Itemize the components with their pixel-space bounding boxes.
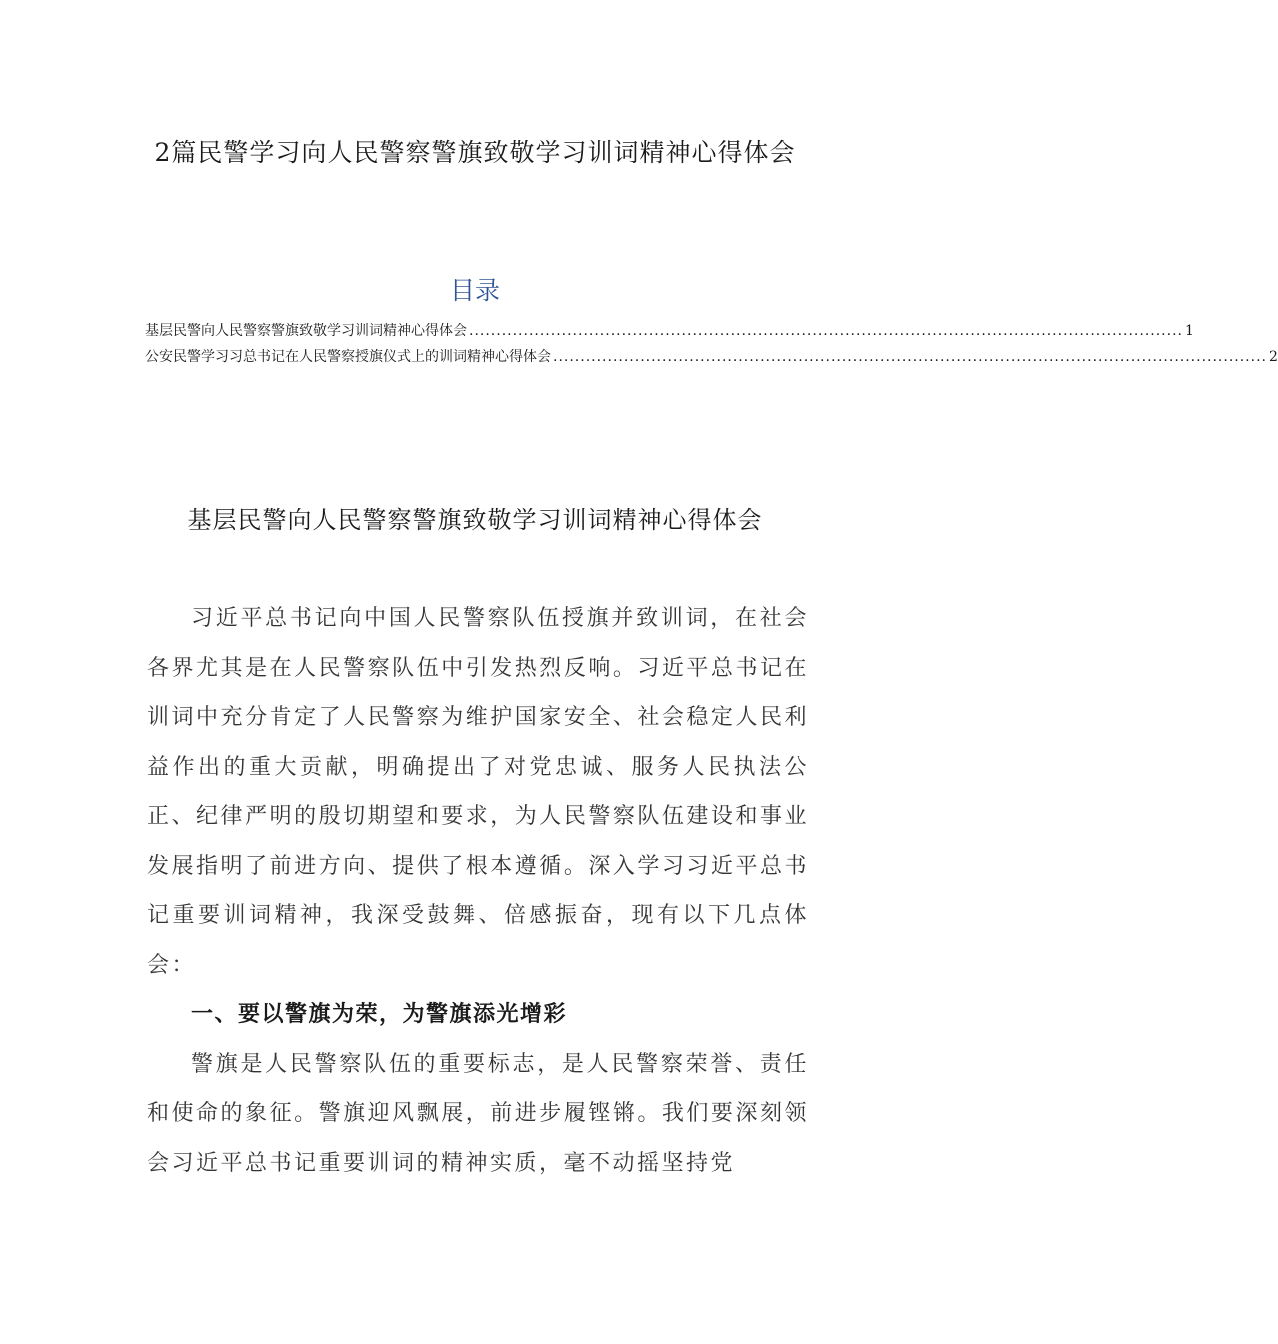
document-title: 2篇民警学习向人民警察警旗致敬学习训词精神心得体会 bbox=[154, 138, 796, 167]
toc-entry-text[interactable]: 基层民警向人民警察警旗致敬学习训词精神心得体会 bbox=[145, 323, 467, 339]
toc-dot-leader: ................................................................................................................................... bbox=[469, 323, 1183, 339]
toc-heading: 目录 bbox=[449, 276, 500, 305]
article-body bbox=[147, 594, 809, 1188]
body-paragraph: 习近平总书记向中国人民警察队伍授旗并致训词，在社会各界尤其是在人民警察队伍中引发热烈反响。习近平总书记在训词中充分肯定了人民警察为维护国家安全、社会稳定人民利益作出的重大贡献，明确提出了对党忠诚、服务人民执法公正、纪律严明的殷切期望和要求，为人民警察队伍建设和事业发展指明了前进方向、提供了根本遵循。深入学习习近平总书记重要训词精神，我深受鼓舞、倍感振奋，现有以下几点体会： bbox=[147, 606, 809, 978]
section-subheading: 一、要以警旗为荣，为警旗添光增彩 bbox=[191, 1001, 568, 1027]
toc-dot-leader: ................................................................................................................................... bbox=[553, 349, 1267, 365]
table-of-contents bbox=[145, 318, 1278, 370]
toc-page-number: 2 bbox=[1268, 349, 1278, 365]
body-paragraph: 警旗是人民警察队伍的重要标志，是人民警察荣誉、责任和使命的象征。警旗迎风飘展，前进步履铿锵。我们要深刻领会习近平总书记重要训词的精神实质，毫不动摇坚持党 bbox=[147, 1051, 809, 1176]
toc-entry-1[interactable] bbox=[145, 318, 1194, 344]
toc-page-number: 1 bbox=[1184, 323, 1194, 339]
article-title: 基层民警向人民警察警旗致敬学习训词精神心得体会 bbox=[187, 506, 763, 534]
toc-entry-2[interactable] bbox=[145, 344, 1278, 370]
toc-entry-text[interactable]: 公安民警学习习总书记在人民警察授旗仪式上的训词精神心得体会 bbox=[145, 349, 551, 365]
